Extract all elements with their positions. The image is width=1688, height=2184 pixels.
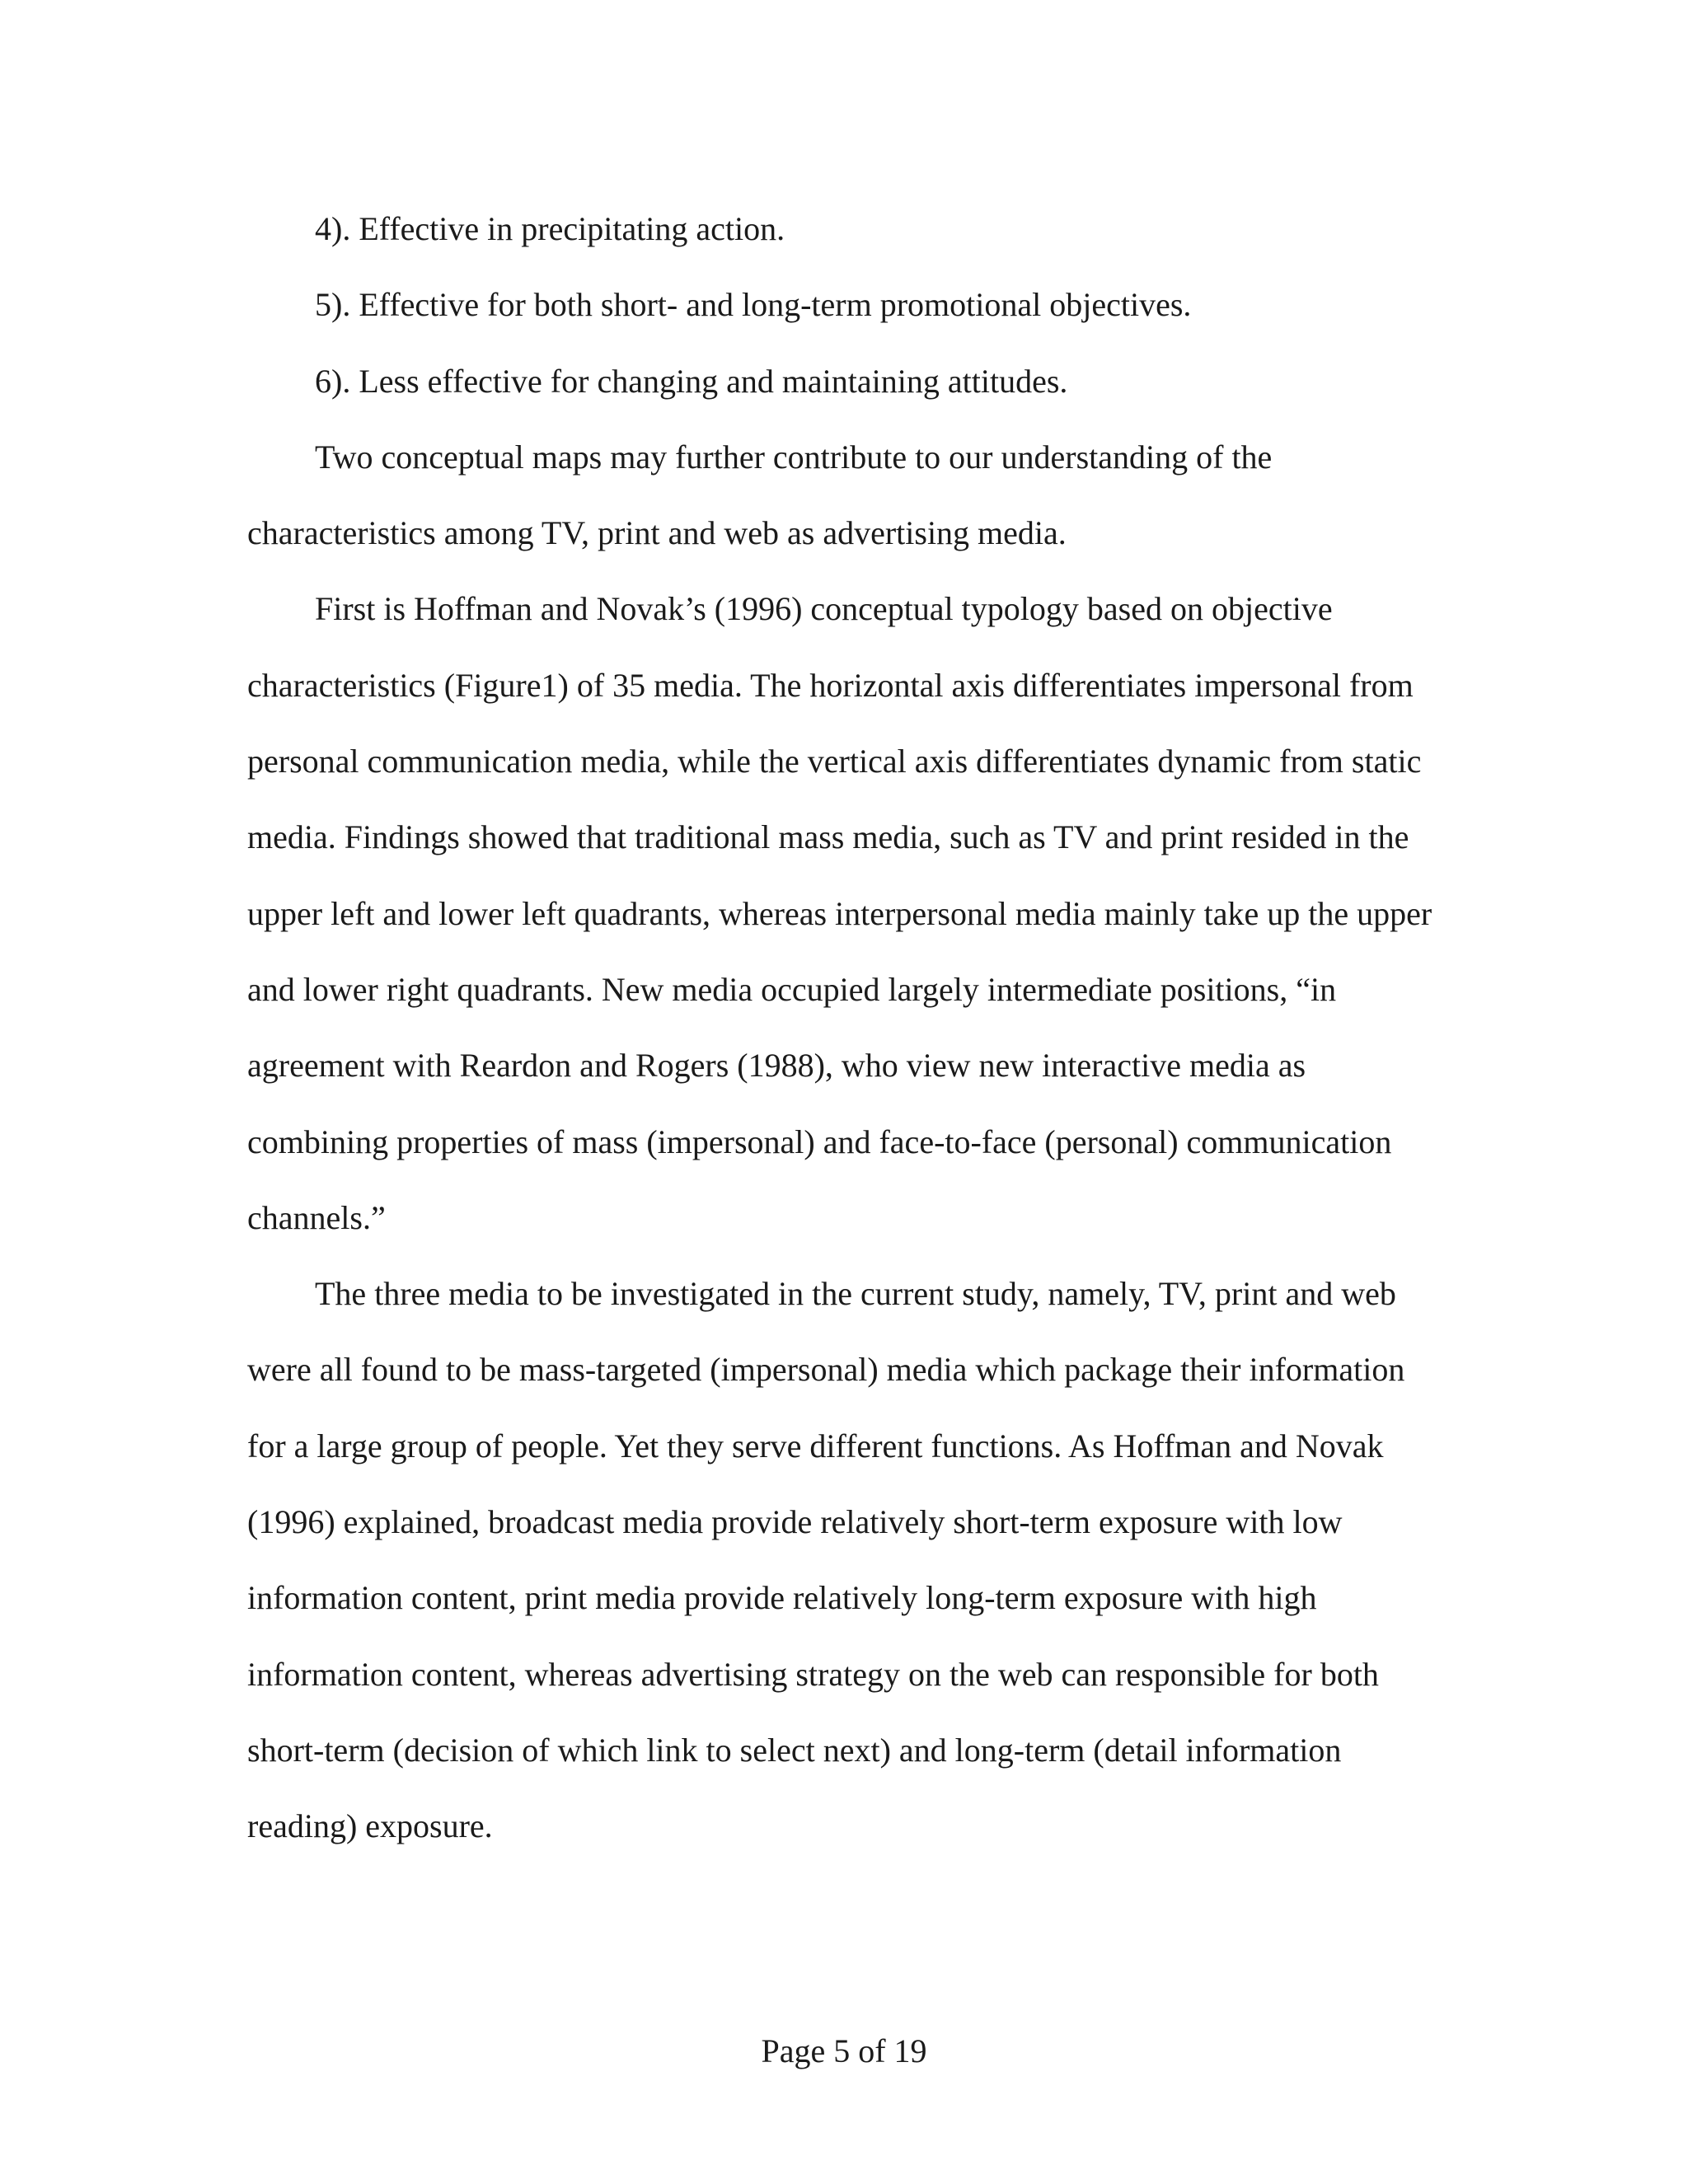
paragraph-3-line-2: were all found to be mass-targeted (impersonal) media which package their information bbox=[247, 1351, 1405, 1389]
paragraph-2-line-6: and lower right quadrants. New media occupied largely intermediate positions, “in bbox=[247, 970, 1337, 1008]
paragraph-3-line-4: (1996) explained, broadcast media provide relatively short-term exposure with low bbox=[247, 1503, 1343, 1541]
paragraph-3-line-6: information content, whereas advertising strategy on the web can responsible for both bbox=[247, 1655, 1379, 1693]
list-item-5: 5). Effective for both short- and long-term promotional objectives. bbox=[315, 286, 1192, 324]
paragraph-2-line-4: media. Findings showed that traditional mass media, such as TV and print resided in the bbox=[247, 818, 1409, 856]
body-text bbox=[247, 191, 1451, 1865]
page-number-footer: Page 5 of 19 bbox=[761, 2032, 927, 2069]
paragraph-2-line-1: First is Hoffman and Novak’s (1996) conceptual typology based on objective bbox=[315, 590, 1333, 628]
paragraph-2-line-2: characteristics (Figure1) of 35 media. The horizontal axis differentiates impersonal from bbox=[247, 666, 1414, 704]
paragraph-2-line-5: upper left and lower left quadrants, whereas interpersonal media mainly take up the upper bbox=[247, 894, 1432, 932]
paragraph-3-line-1: The three media to be investigated in the current study, namely, TV, print and web bbox=[315, 1275, 1396, 1313]
list-item-6: 6). Less effective for changing and maintaining attitudes. bbox=[315, 362, 1068, 400]
paragraph-2-line-9: channels.” bbox=[247, 1198, 386, 1236]
list-item-4: 4). Effective in precipitating action. bbox=[315, 210, 785, 247]
paragraph-3-line-7: short-term (decision of which link to select next) and long-term (detail information bbox=[247, 1731, 1342, 1769]
paragraph-2-line-7: agreement with Reardon and Rogers (1988), who view new interactive media as bbox=[247, 1047, 1306, 1085]
paragraph-3-line-8: reading) exposure. bbox=[247, 1807, 493, 1845]
paragraph-3-line-5: information content, print media provide relatively long-term exposure with high bbox=[247, 1579, 1317, 1617]
paragraph-2-line-3: personal communication media, while the vertical axis differentiates dynamic from static bbox=[247, 743, 1422, 780]
paragraph-2-line-8: combining properties of mass (impersonal) and face-to-face (personal) communication bbox=[247, 1122, 1392, 1160]
paragraph-1-line-2: characteristics among TV, print and web as advertising media. bbox=[247, 514, 1067, 552]
paragraph-3-line-3: for a large group of people. Yet they serve different functions. As Hoffman and Novak bbox=[247, 1427, 1384, 1465]
paragraph-1-line-1: Two conceptual maps may further contribute to our understanding of the bbox=[315, 438, 1273, 476]
